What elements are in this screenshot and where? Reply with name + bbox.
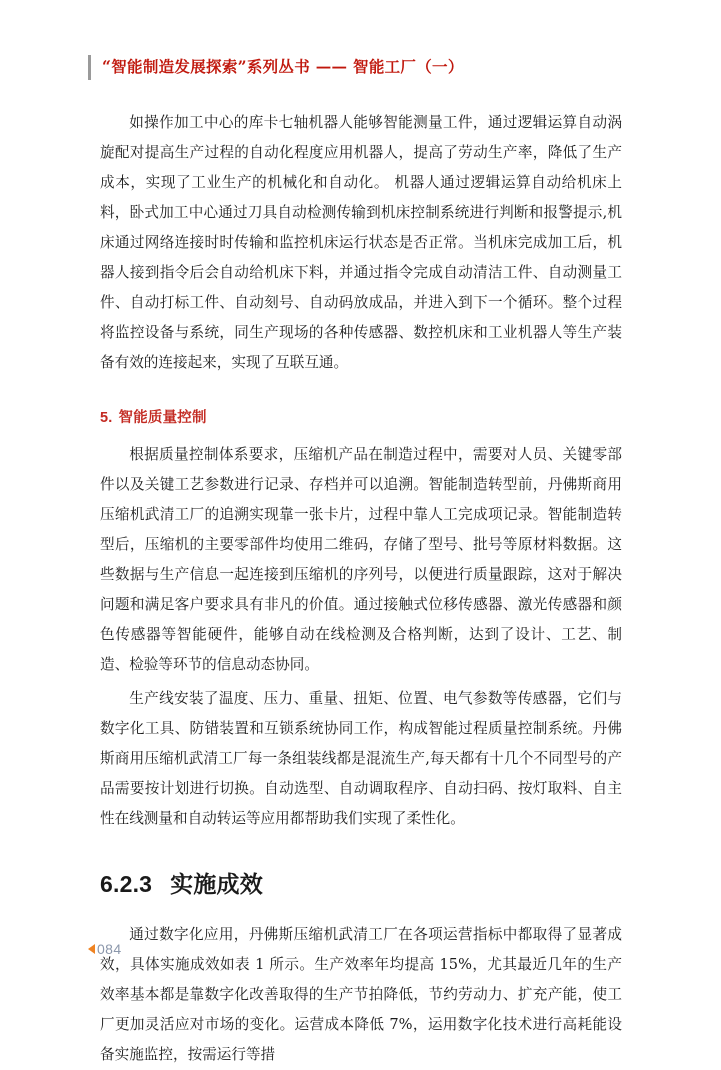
page-content bbox=[100, 108, 622, 1070]
paragraph-1: 如操作加工中心的库卡七轴机器人能够智能测量工件，通过逻辑运算自动涡旋配对提高生产过程的自动化程度应用机器人，提高了劳动生产率，降低了生产成本，实现了工业生产的机械化和自动化。 机器人通过逻辑运算自动给机床上料，卧式加工中心通过刀具自动检测传输到机床控制系统进行判断和报警提示,机床通过网络连接时时传输和监控机床运行状态是否正常。当机床完成加工后，机器人接到指令后会自动给机床下料，并通过指令完成自动清洁工件、自动测量工件、自动打标工件、自动刻号、自动码放成品，并进入到下一个循环。整个过程将监控设备与系统，同生产现场的各种传感器、数控机床和工业机器人等生产装备有效的连接起来，实现了互联互通。 bbox=[100, 114, 622, 371]
header-divider-bar bbox=[88, 55, 91, 80]
page-footer bbox=[88, 940, 122, 958]
spacer bbox=[100, 430, 622, 440]
sub-heading-5-label: 智能质量控制 bbox=[118, 410, 207, 426]
spacer bbox=[100, 378, 622, 406]
page-header bbox=[88, 52, 464, 82]
left-triangle-icon bbox=[88, 944, 95, 954]
sub-heading-5 bbox=[100, 406, 622, 430]
paragraph-4: 通过数字化应用，丹佛斯压缩机武清工厂在各项运营指标中都取得了显著成效，具体实施成效如表 1 所示。生产效率年均提高 15%，尤其最近几年的生产效率基本都是靠数字化改善取得的生产节拍降低，节约劳动力、扩充产能，使工厂更加灵活应对市场的变化。运营成本降低 7%，运用数字化技术进行高耗能设备实施监控，按需运行等措 bbox=[100, 926, 622, 1063]
sub-heading-5-number: 5. bbox=[100, 410, 113, 426]
spacer bbox=[100, 900, 622, 920]
section-heading-label: 实施成效 bbox=[170, 871, 263, 897]
section-heading-number: 6.2.3 bbox=[100, 871, 153, 897]
spacer bbox=[100, 834, 622, 868]
paragraph-3: 生产线安装了温度、压力、重量、扭矩、位置、电气参数等传感器，它们与数字化工具、防错装置和互锁系统协同工作，构成智能过程质量控制系统。丹佛斯商用压缩机武清工厂每一条组装线都是混流生产,每天都有十几个不同型号的产品需要按计划进行切换。自动选型、自动调取程序、自动扫码、按灯取料、自主性在线测量和自动转运等应用都帮助我们实现了柔性化。 bbox=[100, 690, 622, 827]
section-heading-6-2-3 bbox=[100, 868, 622, 900]
page-header-title: “智能制造发展探索”系列丛书 —— 智能工厂（一） bbox=[102, 57, 464, 77]
paragraph-2: 根据质量控制体系要求，压缩机产品在制造过程中，需要对人员、关键零部件以及关键工艺参数进行记录、存档并可以追溯。智能制造转型前，丹佛斯商用压缩机武清工厂的追溯实现靠一张卡片，过程中靠人工完成项记录。智能制造转型后，压缩机的主要零部件均使用二维码，存储了型号、批号等原材料数据。这些数据与生产信息一起连接到压缩机的序列号，以便进行质量跟踪，这对于解决问题和满足客户要求具有非凡的价值。通过接触式位移传感器、激光传感器和颜色传感器等智能硬件，能够自动在线检测及合格判断，达到了设计、工艺、制造、检验等环节的信息动态协同。 bbox=[100, 446, 622, 673]
page-number: 084 bbox=[97, 941, 122, 957]
